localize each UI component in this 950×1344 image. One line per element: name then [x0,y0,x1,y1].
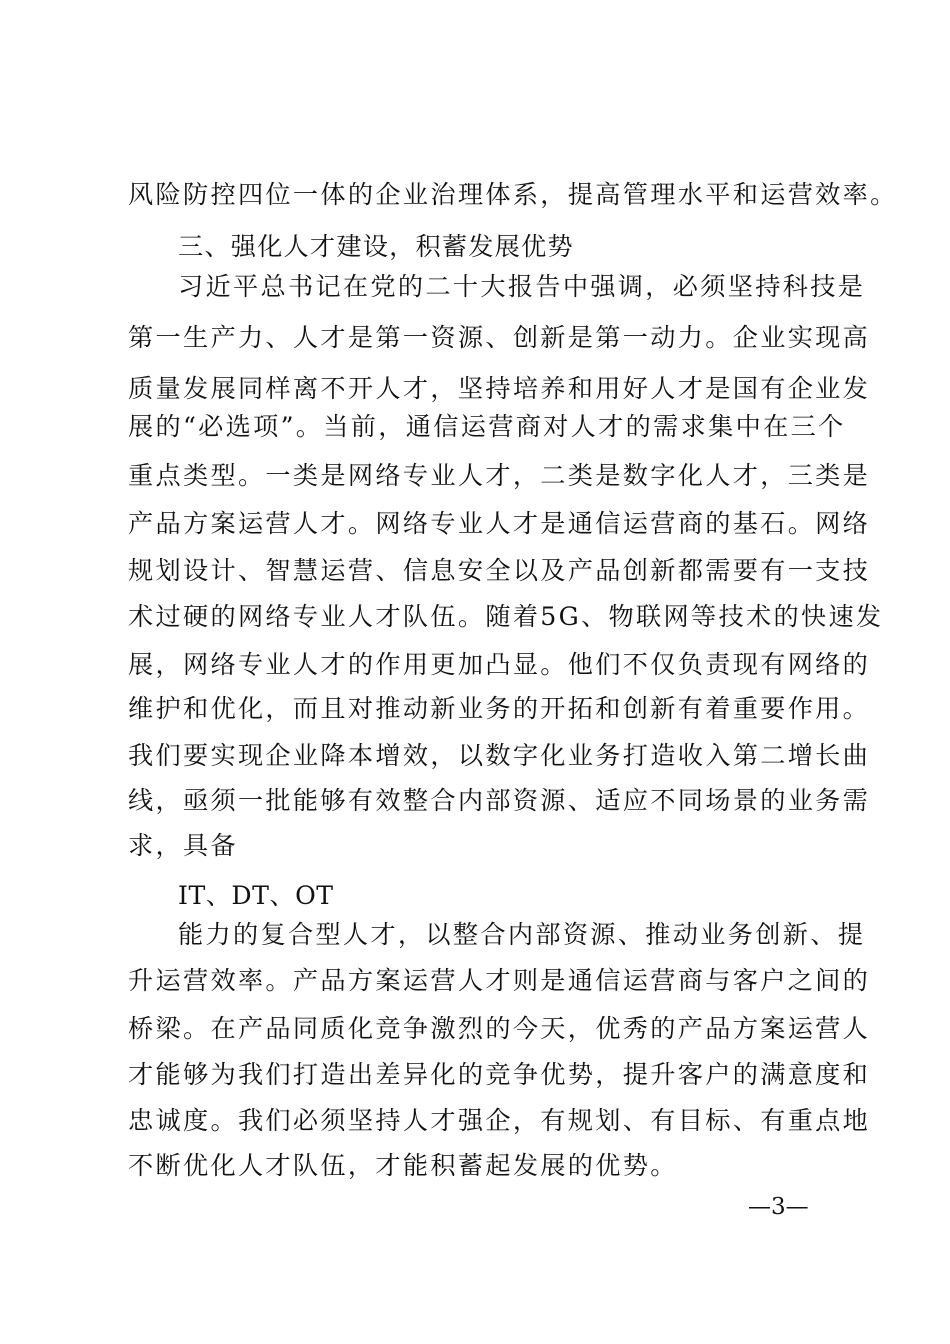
text-line: IT、DT、OT [178,881,334,910]
text-line: 我们要实现企业降本增效，以数字化业务打造收入第二增长曲 [128,741,871,770]
text-line: 质量发展同样离不开人才，坚持培养和用好人才是国有企业发 [128,374,871,403]
text-line: 线，亟须一批能够有效整合内部资源、适应不同场景的业务需 [128,786,871,815]
section-heading: 三、强化人才建设，积蓄发展优势 [178,232,574,261]
text-line: 维护和优化，而且对推动新业务的开拓和创新有着重要作用。 [128,694,871,723]
text-line: 习近平总书记在党的二十大报告中强调，必须坚持科技是 [178,272,866,301]
text-line: 重点类型。一类是网络专业人才，二类是数字化人才，三类是 [128,461,871,490]
text-line: 才能够为我们打造出差异化的竞争优势，提升客户的满意度和 [128,1060,871,1089]
text-line: 升运营效率。产品方案运营人才则是通信运营商与客户之间的 [128,966,871,995]
text-line: 产品方案运营人才。网络专业人才是通信运营商的基石。网络 [128,509,871,538]
text-line: 第一生产力、人才是第一资源、创新是第一动力。企业实现高 [128,323,871,352]
text-line: 忠诚度。我们必须坚持人才强企，有规划、有目标、有重点地 [128,1106,871,1135]
text-line: 求，具备 [128,831,238,860]
text-line: 能力的复合型人才，以整合内部资源、推动业务创新、提 [178,920,866,949]
text-line: 展的“必选项”。当前，通信运营商对人才的需求集中在三个 [128,412,846,441]
text-line: 术过硬的网络专业人才队伍。随着5G、物联网等技术的快速发 [128,602,884,631]
text-line: 桥梁。在产品同质化竞争激烈的今天，优秀的产品方案运营人 [128,1014,871,1043]
page-number: —3— [748,1194,809,1220]
text-line: 展，网络专业人才的作用更加凸显。他们不仅负责现有网络的 [128,650,871,679]
text-line: 不断优化人才队伍，才能积蓄起发展的优势。 [128,1151,678,1180]
text-line: 风险防控四位一体的企业治理体系，提高管理水平和运营效率。 [128,180,898,209]
text-line: 规划设计、智慧运营、信息安全以及产品创新都需要有一支技 [128,556,871,585]
